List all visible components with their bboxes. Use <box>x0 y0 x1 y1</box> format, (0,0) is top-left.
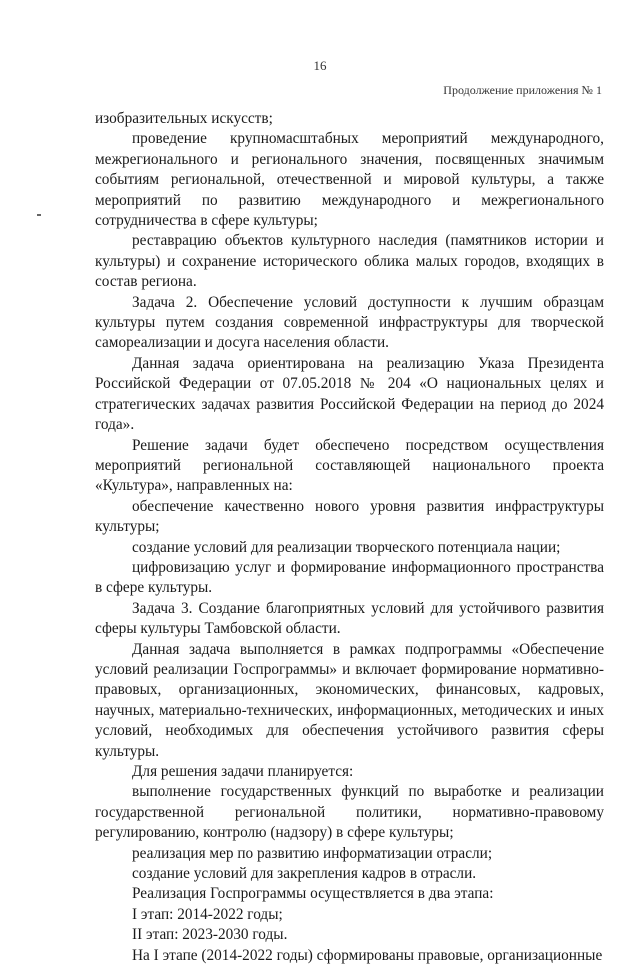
task-3-heading: Задача 3. Создание благоприятных условий для устойчивого развития сферы культуры Тамбовской области. <box>95 599 604 638</box>
paragraph: реализация мер по развитию информатизации отрасли; <box>132 844 493 862</box>
paragraph: создание условий для закрепления кадров в отрасли. <box>132 865 477 883</box>
paragraph: проведение крупномасштабных мероприятий международного, межрегионального и регионального значения, посвященных значимым событиям региональной, отечественной и мировой культуры, а также мероприятий по развитию международного и межрегионального сотрудничества в сфере культуры; <box>95 130 604 230</box>
margin-mark <box>37 214 41 216</box>
paragraph: Данная задача выполняется в рамках подпрограммы «Обеспечение условий реализации Госпрограммы» и включает формирование нормативно-правовых, организационных, экономических, финансовых, кадровых, научных, материально-технических, информационных, методических и иных условий, необходимых для обеспечения устойчивого развития сферы культуры. <box>95 640 604 760</box>
paragraph: Данная задача ориентирована на реализацию Указа Президента Российской Федерации от 07.05.2018 № 204 «О национальных целях и стратегических задачах развития Российской Федерации на период до 2024 года». <box>95 354 604 434</box>
paragraph: изобразительных искусств; <box>95 110 273 127</box>
appendix-continuation-note: Продолжение приложения № 1 <box>443 83 602 97</box>
paragraph: Для решения задачи планируется: <box>132 763 354 780</box>
stage-item: II этап: 2023-2030 годы. <box>132 926 288 944</box>
paragraph: реставрацию объектов культурного наследия (памятников истории и культуры) и сохранение исторического облика малых городов, входящих в состав региона. <box>95 232 604 291</box>
paragraph: Решение задачи будет обеспечено посредством осуществления мероприятий региональной составляющей национального проекта «Культура», направленных на: <box>95 436 604 495</box>
paragraph: выполнение государственных функций по выработке и реализации государственной региональной политики, нормативно-правовому регулированию, контролю (надзору) в сфере культуры; <box>95 783 604 842</box>
stage-item: I этап: 2014-2022 годы; <box>132 905 283 923</box>
document-body <box>95 109 604 966</box>
paragraph: На I этапе (2014-2022 годы) сформированы правовые, организационные <box>132 946 603 964</box>
task-2-heading: Задача 2. Обеспечение условий доступности к лучшим образцам культуры путем создания современной инфраструктуры для творческой самореализации и досуга населения области. <box>95 293 604 352</box>
page-number: 16 <box>313 58 327 73</box>
paragraph: Реализация Госпрограммы осуществляется в два этапа: <box>132 885 494 903</box>
paragraph: цифровизацию услуг и формирование информационного пространства в сфере культуры. <box>95 558 604 597</box>
paragraph: обеспечение качественно нового уровня развития инфраструктуры культуры; <box>95 497 604 536</box>
paragraph: создание условий для реализации творческого потенциала нации; <box>132 538 561 556</box>
